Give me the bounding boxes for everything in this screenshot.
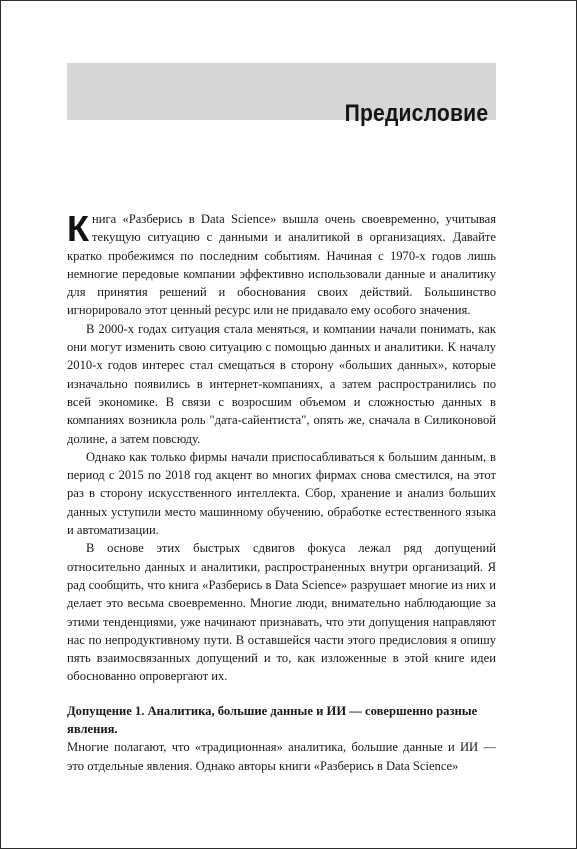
paragraph-1-text: нига «Разберись в Data Science» вышла очень своевременно, учитывая текущую ситуацию с данными и аналитикой в организациях. Давайте кратко пробежимся по последним событиям. Начиная с 1970-х годов лишь немногие передовые компании эффективно использовали данные и аналитику для принятия решений и обоснования своих действий. Большинство игнорировало этот ценный ресурс или не придавало ему особого значения. [67,212,496,318]
paragraph-4: В основе этих быстрых сдвигов фокуса лежал ряд допущений относительно данных и аналитики, распространенных внутри организаций. Я рад сообщить, что книга «Разберись в Data Science» разрушает многие из них и делает это весьма своевременно. Многие люди, внимательно наблюдающие за этими тенденциями, уже начинают признавать, что эти допущения направляют нас по непродуктивному пути. В оставшейся части этого предисловия я опишу пять взаимосвязанных допущений и то, как изложенные в этой книге идеи обоснованно опровергают их. [67,541,496,684]
paragraph-2: В 2000-х годах ситуация стала меняться, и компании начали понимать, как они могут изменить свою ситуацию с помощью данных и аналитики. К началу 2010-х годов интерес стал смещаться в сторону «больших данных», которые изначально появились в интернет-компаниях, а затем распространились по всей экономике. В связи с возросшим объемом и сложностью данных в компаниях возникла роль "дата-сайентиста", опять же, сначала в Силиконовой долине, а затем повсюду. [67,321,496,446]
drop-cap: К [67,208,89,249]
paragraph-1 [67,210,496,320]
chapter-title: Предисловие [344,100,488,127]
section-heading: Допущение 1. Аналитика, большие данные и ИИ — совершенно разные явления. [67,703,478,737]
section-paragraph: Многие полагают, что «традиционная» аналитика, большие данные и ИИ — это отдельные явления. Однако авторы книги «Разберись в Data Science» [67,740,496,773]
body-text [67,210,496,775]
paragraph-3: Однако как только фирмы начали приспосабливаться к большим данным, в период с 2015 по 2018 год акцент во многих фирмах снова сместился, на этот раз в сторону искусственного интеллекта. Сбор, хранение и анализ больших данных уступили место машинному обучению, обработке естественного языка и автоматизации. [67,449,496,538]
